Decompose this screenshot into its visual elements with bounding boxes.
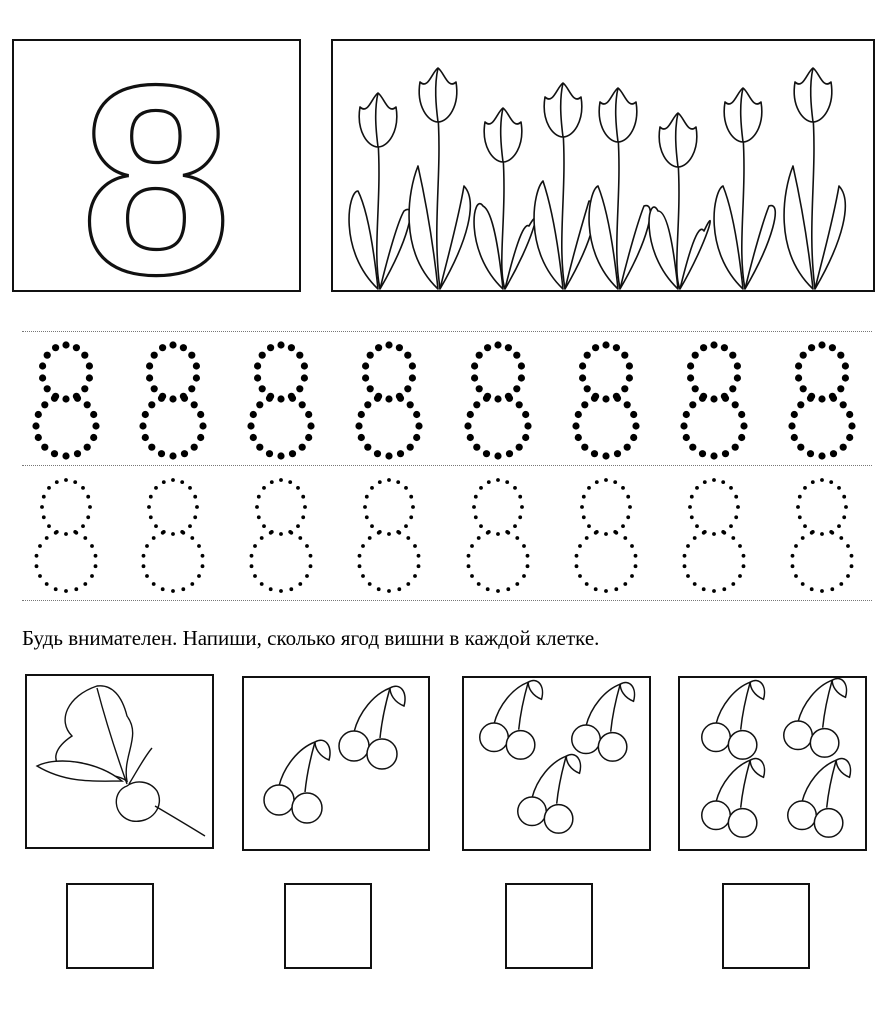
big-digit: 8 xyxy=(80,41,232,290)
trace-row-bold[interactable] xyxy=(0,335,895,463)
dotted-eight-light-2[interactable] xyxy=(142,478,205,593)
answer-box-3[interactable] xyxy=(505,883,593,969)
dotted-eight-light-1[interactable] xyxy=(35,478,98,593)
digit-card xyxy=(12,39,301,292)
dotted-eight-light-8[interactable] xyxy=(791,478,854,593)
cherry-pair-3 xyxy=(518,755,581,834)
cherry-pair-1 xyxy=(702,681,765,760)
cherry-pair-1 xyxy=(480,681,543,760)
dotted-eight-bold-5[interactable] xyxy=(464,341,531,459)
dotted-eight-bold-6[interactable] xyxy=(572,341,639,459)
tulip-5 xyxy=(589,88,650,289)
cherries-four-icon xyxy=(680,678,865,849)
digit-outline xyxy=(14,41,299,290)
trace-row-light[interactable] xyxy=(0,470,895,598)
tulip-1 xyxy=(349,93,410,289)
dotted-eight-bold-1[interactable] xyxy=(32,341,99,459)
tulip-illustration xyxy=(333,41,873,290)
dotted-eight-light-6[interactable] xyxy=(575,478,638,593)
cherry-pair-1 xyxy=(264,740,330,823)
dotted-eight-bold-3[interactable] xyxy=(247,341,314,459)
cherry-pair-2 xyxy=(339,686,405,769)
picture-card-2 xyxy=(242,676,430,851)
cherry-pair-2 xyxy=(784,679,847,758)
cherry-pair-4 xyxy=(788,759,851,838)
dotted-eight-bold-7[interactable] xyxy=(680,341,747,459)
instruction-text: Будь внимателен. Напиши, сколько ягод вишни в каждой клетке. xyxy=(22,626,600,650)
tulip-8 xyxy=(784,68,845,289)
radish-icon xyxy=(27,676,212,847)
answer-box-2[interactable] xyxy=(284,883,372,969)
dotted-eight-light-3[interactable] xyxy=(250,478,313,593)
cherries-two-icon xyxy=(244,678,428,849)
tulip-4 xyxy=(534,83,595,289)
tulip-6 xyxy=(649,113,710,289)
cherry-pair-3 xyxy=(702,759,765,838)
dotted-eight-bold-4[interactable] xyxy=(355,341,422,459)
picture-card-1 xyxy=(25,674,214,849)
dotted-eight-bold-8[interactable] xyxy=(788,341,855,459)
picture-card-4 xyxy=(678,676,867,851)
cherries-three-icon xyxy=(464,678,649,849)
answer-box-4[interactable] xyxy=(722,883,810,969)
radish xyxy=(37,686,205,836)
cherry-pair-2 xyxy=(572,683,635,762)
tulip-card xyxy=(331,39,875,292)
guide-line-middle xyxy=(22,465,872,466)
tulip-3 xyxy=(474,108,535,289)
dotted-eight-light-5[interactable] xyxy=(467,478,530,593)
dotted-eight-light-7[interactable] xyxy=(683,478,746,593)
dotted-eight-bold-2[interactable] xyxy=(139,341,206,459)
tulip-7 xyxy=(714,88,775,289)
guide-line-top xyxy=(22,331,872,332)
dotted-eight-light-4[interactable] xyxy=(358,478,421,593)
answer-box-1[interactable] xyxy=(66,883,154,969)
tulip-2 xyxy=(409,68,470,289)
picture-card-3 xyxy=(462,676,651,851)
guide-line-bottom xyxy=(22,600,872,601)
